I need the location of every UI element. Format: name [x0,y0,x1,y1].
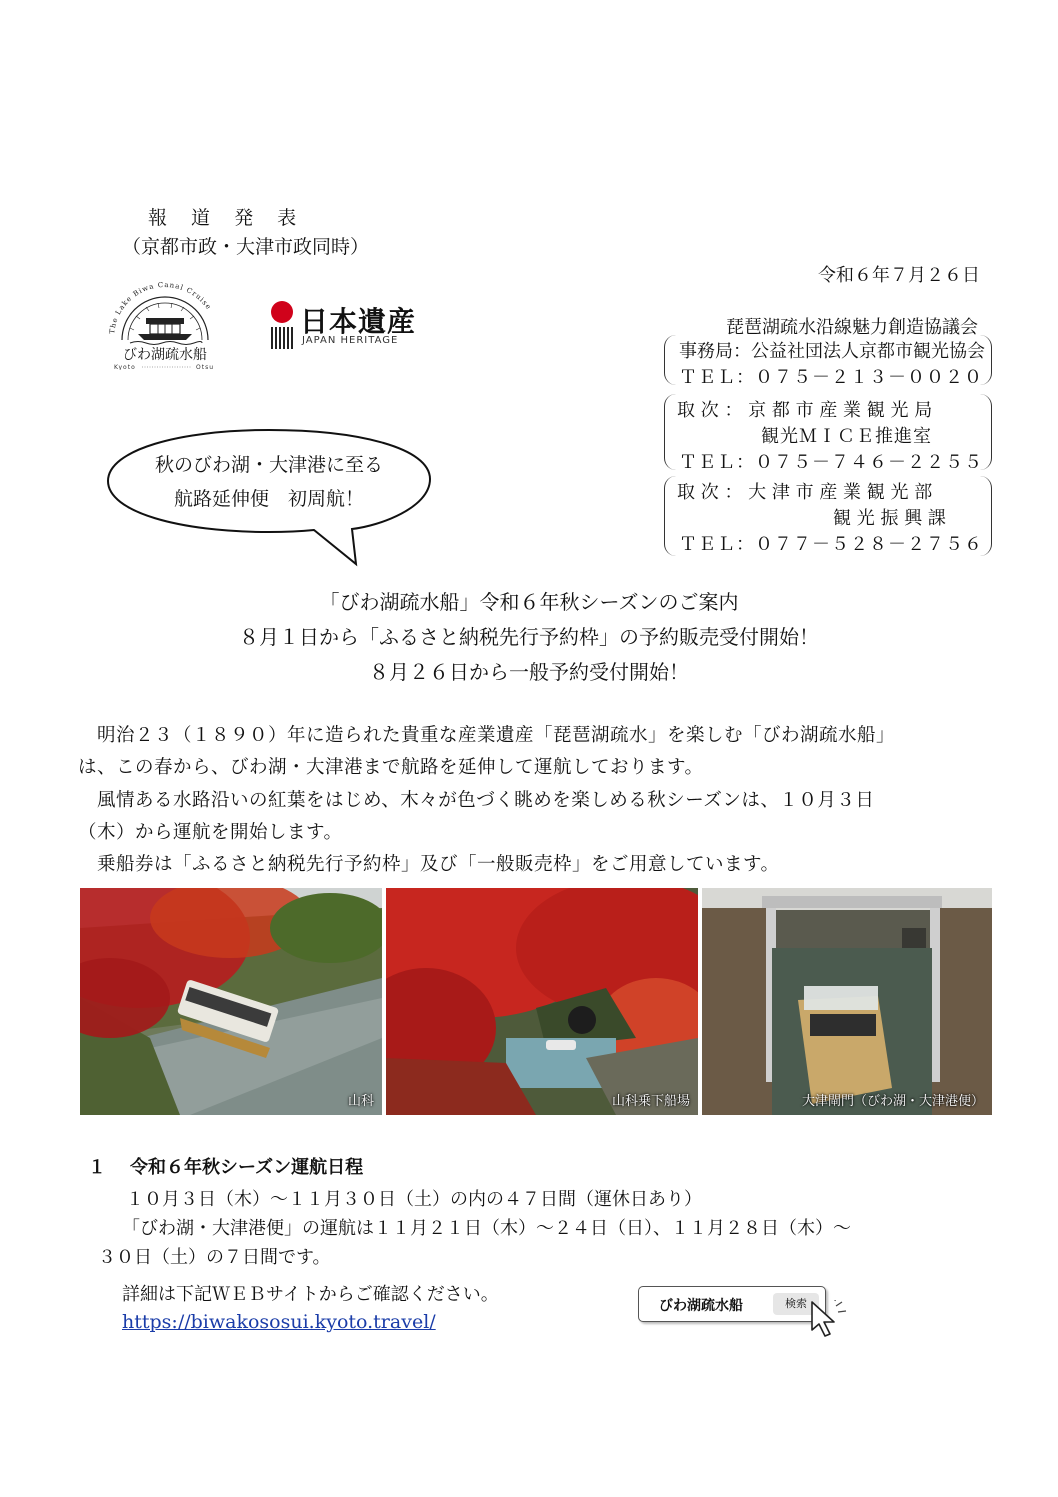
schedule-line3: ３０日（土）の７日間です。 [98,1247,331,1268]
bubble-text-line1: 秋のびわ湖・大津港に至る [154,454,383,476]
kyoto-office-line1: 取 次 ： 京 都 市 産 業 観 光 局 [677,400,933,421]
heritage-title: 日本遺産 [300,305,417,338]
logo-footer-right: Otsu [196,364,215,370]
press-release-subtitle: （京都市政・大津市政同時） [122,236,370,258]
speech-bubble [104,424,434,569]
body-p2-line1: 風情ある水路沿いの紅葉をはじめ、木々が色づく眺めを楽しめる秋シーズンは、１０月３日 [97,790,875,811]
secretariat-name: 事務局：公益社団法人京都市観光協会 [679,341,985,362]
biwako-sosuisen-logo [100,268,230,370]
contact-otsu [664,476,992,556]
section-number: １ [88,1157,106,1178]
photo-otsu-lock [702,888,992,1115]
contact-kyoto [664,394,992,473]
logo-footer-left: Kyoto [114,364,136,370]
section-1-heading [88,1153,363,1179]
heritage-subtitle: JAPAN HERITAGE [302,335,399,346]
body-p1-line1: 明治２３（１８９０）年に造られた貴重な産業遺産「琵琶湖疏水」を楽しむ「びわ湖疏水船」 [97,725,896,746]
photo-caption: 大津閘門（びわ湖・大津港便） [801,1094,984,1109]
search-button[interactable]: 検索 [773,1293,819,1315]
headline-line3: ８月２６日から一般予約受付開始！ [369,660,689,684]
cursor-icon [808,1300,854,1340]
schedule-line2: 「びわ湖・大津港便」の運航は１１月２１日（木）～２４日（日）、１１月２８日（木）～ [122,1218,851,1239]
kyoto-office-tel: ＴＥＬ：０７５－７４６－２２５５ [679,452,983,473]
headline-line2: ８月１日から「ふるさと納税先行予約枠」の予約販売受付開始！ [239,625,819,649]
contact-secretariat [664,335,992,388]
bubble-text-line2: 航路延伸便 初周航！ [173,488,364,510]
organization-name: 琵琶湖疏水沿線魅力創造協議会 [726,317,978,338]
body-p2-line2: （木）から運航を開始します。 [78,822,343,843]
heritage-mark-icon [268,300,298,352]
otsu-office-line1: 取 次 ： 大 津 市 産 業 観 光 部 [677,482,933,503]
photo-caption: 山科 [347,1094,374,1109]
logo-arc-text: The Lake Biwa Canal Cruise [108,280,213,335]
body-p3: 乗船券は「ふるさと納税先行予約枠」及び「一般販売枠」をご用意しています。 [97,854,780,875]
japan-heritage-logo [268,300,418,352]
section-title: 令和６年秋シーズン運航日程 [130,1157,364,1178]
schedule-line4: 詳細は下記ＷＥＢサイトからご確認ください。 [122,1284,499,1305]
otsu-office-tel: ＴＥＬ：０７７－５２８－２７５６ [679,534,983,555]
secretariat-tel: ＴＥＬ：０７５－２１３－００２０ [679,367,983,388]
photo-caption: 山科乗下船場 [611,1094,690,1109]
schedule-line1: １０月３日（木）～１１月３０日（土）の内の４７日間（運休日あり） [126,1189,702,1210]
search-text: びわ湖疏水船 [659,1298,743,1314]
search-box[interactable] [638,1286,826,1322]
release-date: 令和６年７月２６日 [818,265,980,286]
otsu-office-line2: 観 光 振 興 課 [833,508,946,529]
photo-yamashina-pier [386,888,698,1115]
headline-line1: 「びわ湖疏水船」令和６年秋シーズンのご案内 [319,590,739,614]
logo-name: びわ湖疏水船 [123,347,207,363]
photo-yamashina [80,888,382,1115]
body-p1-line2: は、この春から、びわ湖・大津港まで航路を延伸して運航しております。 [78,757,704,778]
website-link[interactable]: https://biwakososui.kyoto.travel/ [122,1311,436,1333]
kyoto-office-line2: 観光ＭＩＣＥ推進室 [761,426,932,447]
press-release-label: 報 道 発 表 [148,207,299,229]
